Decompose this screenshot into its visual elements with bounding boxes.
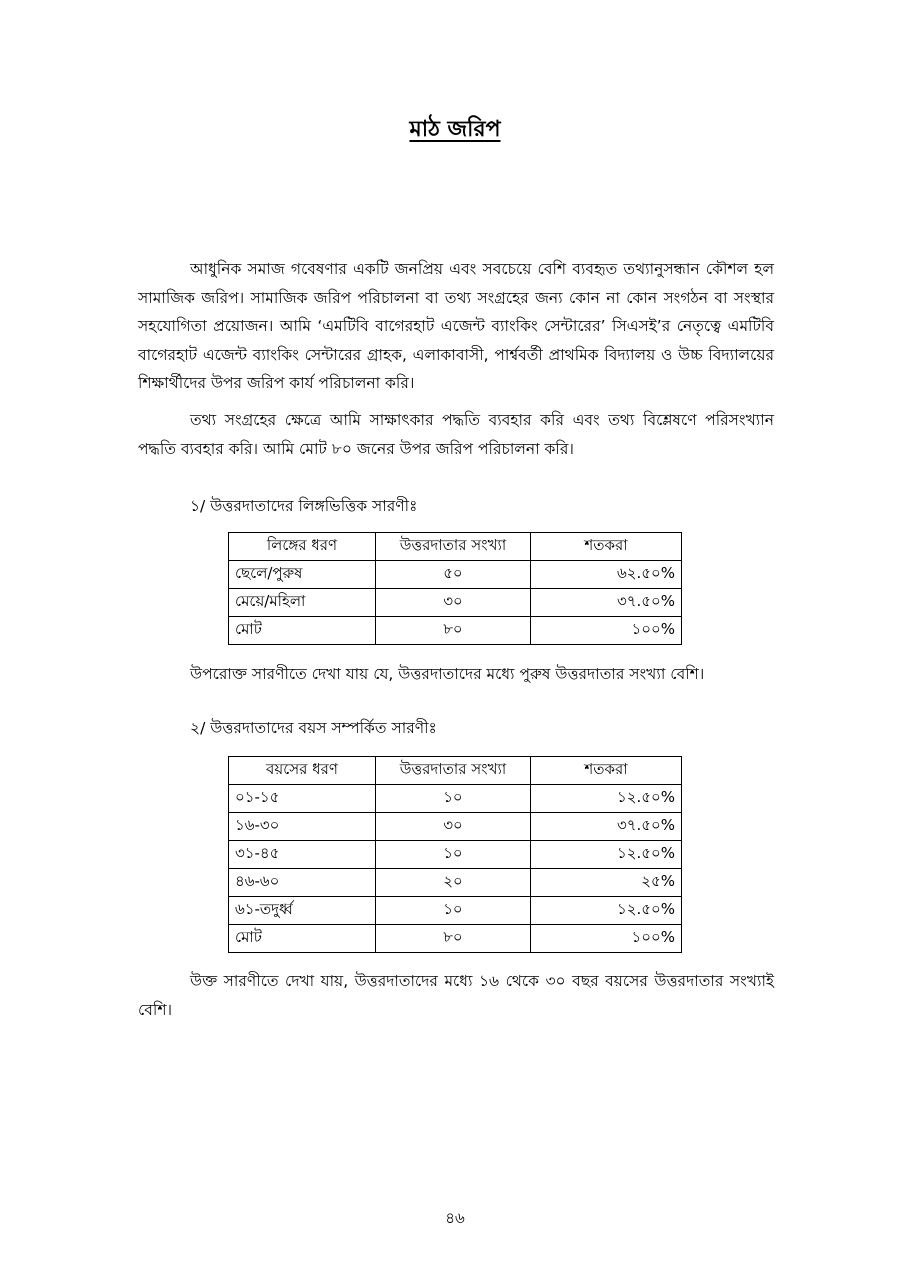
table-cell: ১২.৫০% — [530, 785, 681, 813]
table-cell: ৩৭.৫০% — [530, 813, 681, 841]
table-cell: মোট — [229, 925, 376, 953]
column-header: শতকরা — [530, 533, 681, 561]
table-header-row — [229, 757, 682, 785]
table-row — [229, 869, 682, 897]
table-cell: ১০০% — [530, 925, 681, 953]
table-cell: ১০ — [375, 785, 530, 813]
table-cell: মেয়ে/মহিলা — [229, 589, 376, 617]
table-cell: ৮০ — [375, 617, 530, 645]
table-cell: ৩১-৪৫ — [229, 841, 376, 869]
method-paragraph: তথ্য সংগ্রহের ক্ষেত্রে আমি সাক্ষাৎকার পদ্ধতি ব্যবহার করি এবং তথ্য বিশ্লেষণে পরিসংখ্যান পদ্ধতি ব্যবহার করি। আমি মোট ৮০ জনের উপর জরিপ পরিচালনা করি। — [138, 411, 774, 458]
conclusion-paragraph: উক্ত সারণীতে দেখা যায়, উত্তরদাতাদের মধ্যে ১৬ থেকে ৩০ বছর বয়সের উত্তরদাতার সংখ্যাই বেশি। — [138, 972, 774, 1019]
table-cell: ৬১-তদুর্ধ্ব — [229, 897, 376, 925]
table-row — [229, 589, 682, 617]
table-cell: ১০ — [375, 841, 530, 869]
table-row — [229, 897, 682, 925]
table-cell: ১০০% — [530, 617, 681, 645]
table2-heading: ২/ উত্তরদাতাদের বয়স সম্পর্কিত সারণীঃ — [190, 719, 437, 737]
gender-table — [228, 532, 682, 645]
table-row — [229, 617, 682, 645]
column-header: শতকরা — [530, 757, 681, 785]
table-row — [229, 561, 682, 589]
table-cell: ১৬-৩০ — [229, 813, 376, 841]
table-row — [229, 813, 682, 841]
table-cell: ১২.৫০% — [530, 897, 681, 925]
table-cell: ৪৬-৬০ — [229, 869, 376, 897]
table-header-row — [229, 533, 682, 561]
table-row — [229, 841, 682, 869]
table-cell: মোট — [229, 617, 376, 645]
page-number: ৪৬ — [445, 1209, 465, 1227]
column-header: বয়সের ধরণ — [229, 757, 376, 785]
table-cell: ২০ — [375, 869, 530, 897]
table-row — [229, 785, 682, 813]
table-cell: ৬২.৫০% — [530, 561, 681, 589]
intro-paragraph: আধুনিক সমাজ গবেষণার একটি জনপ্রিয় এবং সবচেয়ে বেশি ব্যবহৃত তথ্যানুসন্ধান কৌশল হল সামাজিক জরিপ। সামাজিক জরিপ পরিচালনা বা তথ্য সংগ্রহের জন্য কোন না কোন সংগঠন বা সংস্থার সহযোগিতা প্রয়োজন। আমি ‘এমটিবি বাগেরহাট এজেন্ট ব্যাংকিং সেন্টারের’ সিএসই’র নেতৃত্বে এমটিবি বাগেরহাট এজেন্ট ব্যাংকিং সেন্টারের গ্রাহক, এলাকাবাসী, পার্শ্ববর্তী প্রাথমিক বিদ্যালয় ও উচ্চ বিদ্যালয়ের শিক্ষার্থীদের উপর জরিপ কার্য পরিচালনা করি। — [138, 260, 774, 392]
table1-note: উপরোক্ত সারণীতে দেখা যায় যে, উত্তরদাতাদের মধ্যে পুরুষ উত্তরদাতার সংখ্যা বেশি। — [190, 665, 705, 683]
table1-heading: ১/ উত্তরদাতাদের লিঙ্গভিত্তিক সারণীঃ — [190, 497, 418, 515]
page-title: মাঠ জরিপ — [409, 117, 501, 142]
column-header: লিঙ্গের ধরণ — [229, 533, 376, 561]
table-cell: ৩০ — [375, 589, 530, 617]
table-cell: ১০ — [375, 897, 530, 925]
table-row — [229, 925, 682, 953]
table-cell: ২৫% — [530, 869, 681, 897]
table-cell: ছেলে/পুরুষ — [229, 561, 376, 589]
table-cell: ০১-১৫ — [229, 785, 376, 813]
table-cell: ৫০ — [375, 561, 530, 589]
table-cell: ১২.৫০% — [530, 841, 681, 869]
column-header: উত্তরদাতার সংখ্যা — [375, 757, 530, 785]
table-cell: ৩৭.৫০% — [530, 589, 681, 617]
age-table — [228, 756, 682, 953]
column-header: উত্তরদাতার সংখ্যা — [375, 533, 530, 561]
table-cell: ৮০ — [375, 925, 530, 953]
table-cell: ৩০ — [375, 813, 530, 841]
